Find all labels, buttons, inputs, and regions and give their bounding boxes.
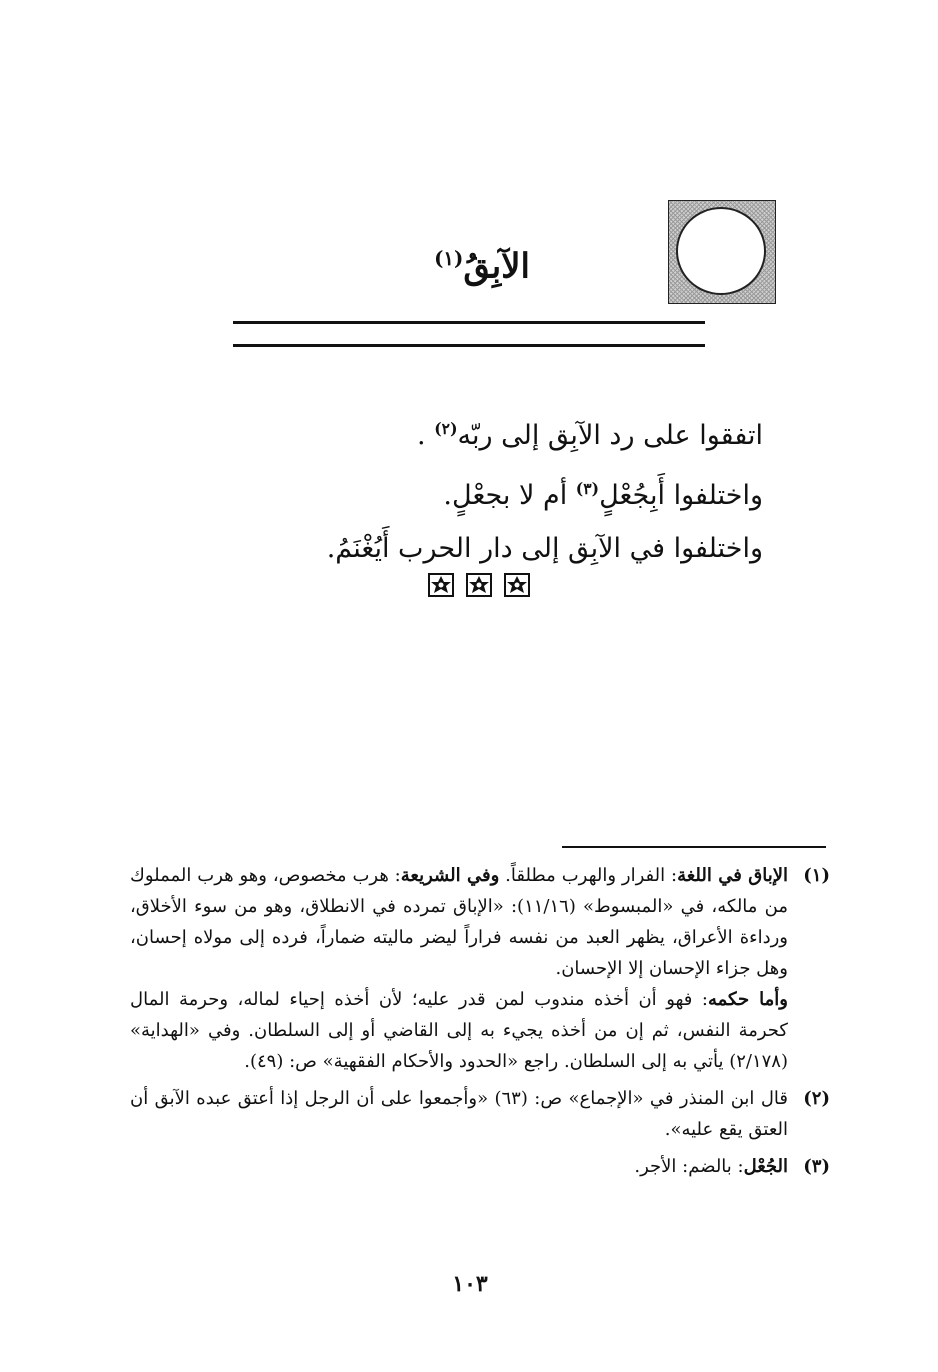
footnote-2 <box>130 1083 830 1145</box>
footnote-1-term-sharia: وفي الشريعة <box>400 865 500 886</box>
main-text-line-1 <box>203 402 763 462</box>
line-2-text-a: واختلفوا أَبِجُعْلٍ <box>599 480 763 511</box>
footnote-3-text: : بالضم: الأجر. <box>634 1156 744 1177</box>
line-1-end: . <box>417 420 426 451</box>
footnote-3 <box>130 1151 830 1182</box>
ornament-circle <box>676 207 766 295</box>
star-ornament-icon <box>428 573 454 597</box>
footnote-2-number: (٢) <box>803 1088 830 1109</box>
title-footnote-ref: (١) <box>434 246 464 270</box>
footnote-1 <box>130 860 830 1077</box>
title-rule-top <box>233 321 705 324</box>
footnote-separator <box>562 846 826 848</box>
footnote-1-term-ruling: وأما حكمه <box>707 989 788 1010</box>
footnote-1-text-c: : فهو أن أخذه مندوب لمن قدر عليه؛ لأن أخذه إحياء لماله، وحرمة المال كحرمة النفس، ثم إن من أخذه يجيء به إلى القاضي أو إلى السلطان. وفي «الهداية» (٢/١٧٨) يأتي به إلى السلطان. راجع «الحدود والأحكام الفقهية» ص: (٤٩). <box>130 989 788 1072</box>
star-ornament-icon <box>504 573 530 597</box>
main-text-line-3: واختلفوا في الآبِق إلى دار الحرب أَيُغْنَمُ. <box>326 533 763 564</box>
title-text: الآبِقُ <box>463 246 530 287</box>
title-rule-bottom <box>233 344 705 347</box>
footnote-1-text-a: : الفرار والهرب مطلقاً. <box>499 865 678 886</box>
page-title <box>434 246 530 286</box>
section-end-ornament <box>428 573 530 599</box>
line-1-footnote-ref: (٢) <box>434 419 458 438</box>
page-number: ١٠٣ <box>452 1271 488 1297</box>
footnote-1-number: (١) <box>803 865 830 886</box>
footnote-3-term: الجُعْل <box>743 1156 788 1177</box>
footnote-3-number: (٣) <box>803 1156 830 1177</box>
footnote-2-text: قال ابن المنذر في «الإجماع» ص: (٦٣) «وأجمعوا على أن الرجل إذا أعتق عبده الآبق أن العتق يقع عليه». <box>130 1088 788 1140</box>
title-ornament-frame <box>668 200 776 304</box>
main-text-line-2 <box>203 462 763 522</box>
footnote-1-term-language: الإباق في اللغة <box>677 865 788 886</box>
main-text <box>203 402 763 575</box>
footnotes <box>130 860 830 1188</box>
line-1-text: اتفقوا على رد الآبِق إلى ربّه <box>457 420 763 451</box>
line-2-text-b: أم لا بجعْلٍ. <box>443 480 568 511</box>
star-ornament-icon <box>466 573 492 597</box>
footnote-1-text-b: : هرب مخصوص، وهو هرب المملوك من مالكه، في «المبسوط» (١١/١٦): «الإباق تمرده في الانطلاق، وهو من سوء الأخلاق، ورداءة الأعراق، يظهر العبد من نفسه فراراً ليضر ماليته ضماراً، فرده إلى مولاه إحسان، وهل جزاء الإحسان إلا الإحسان. <box>130 865 788 979</box>
line-2-footnote-ref: (٣) <box>575 479 600 498</box>
